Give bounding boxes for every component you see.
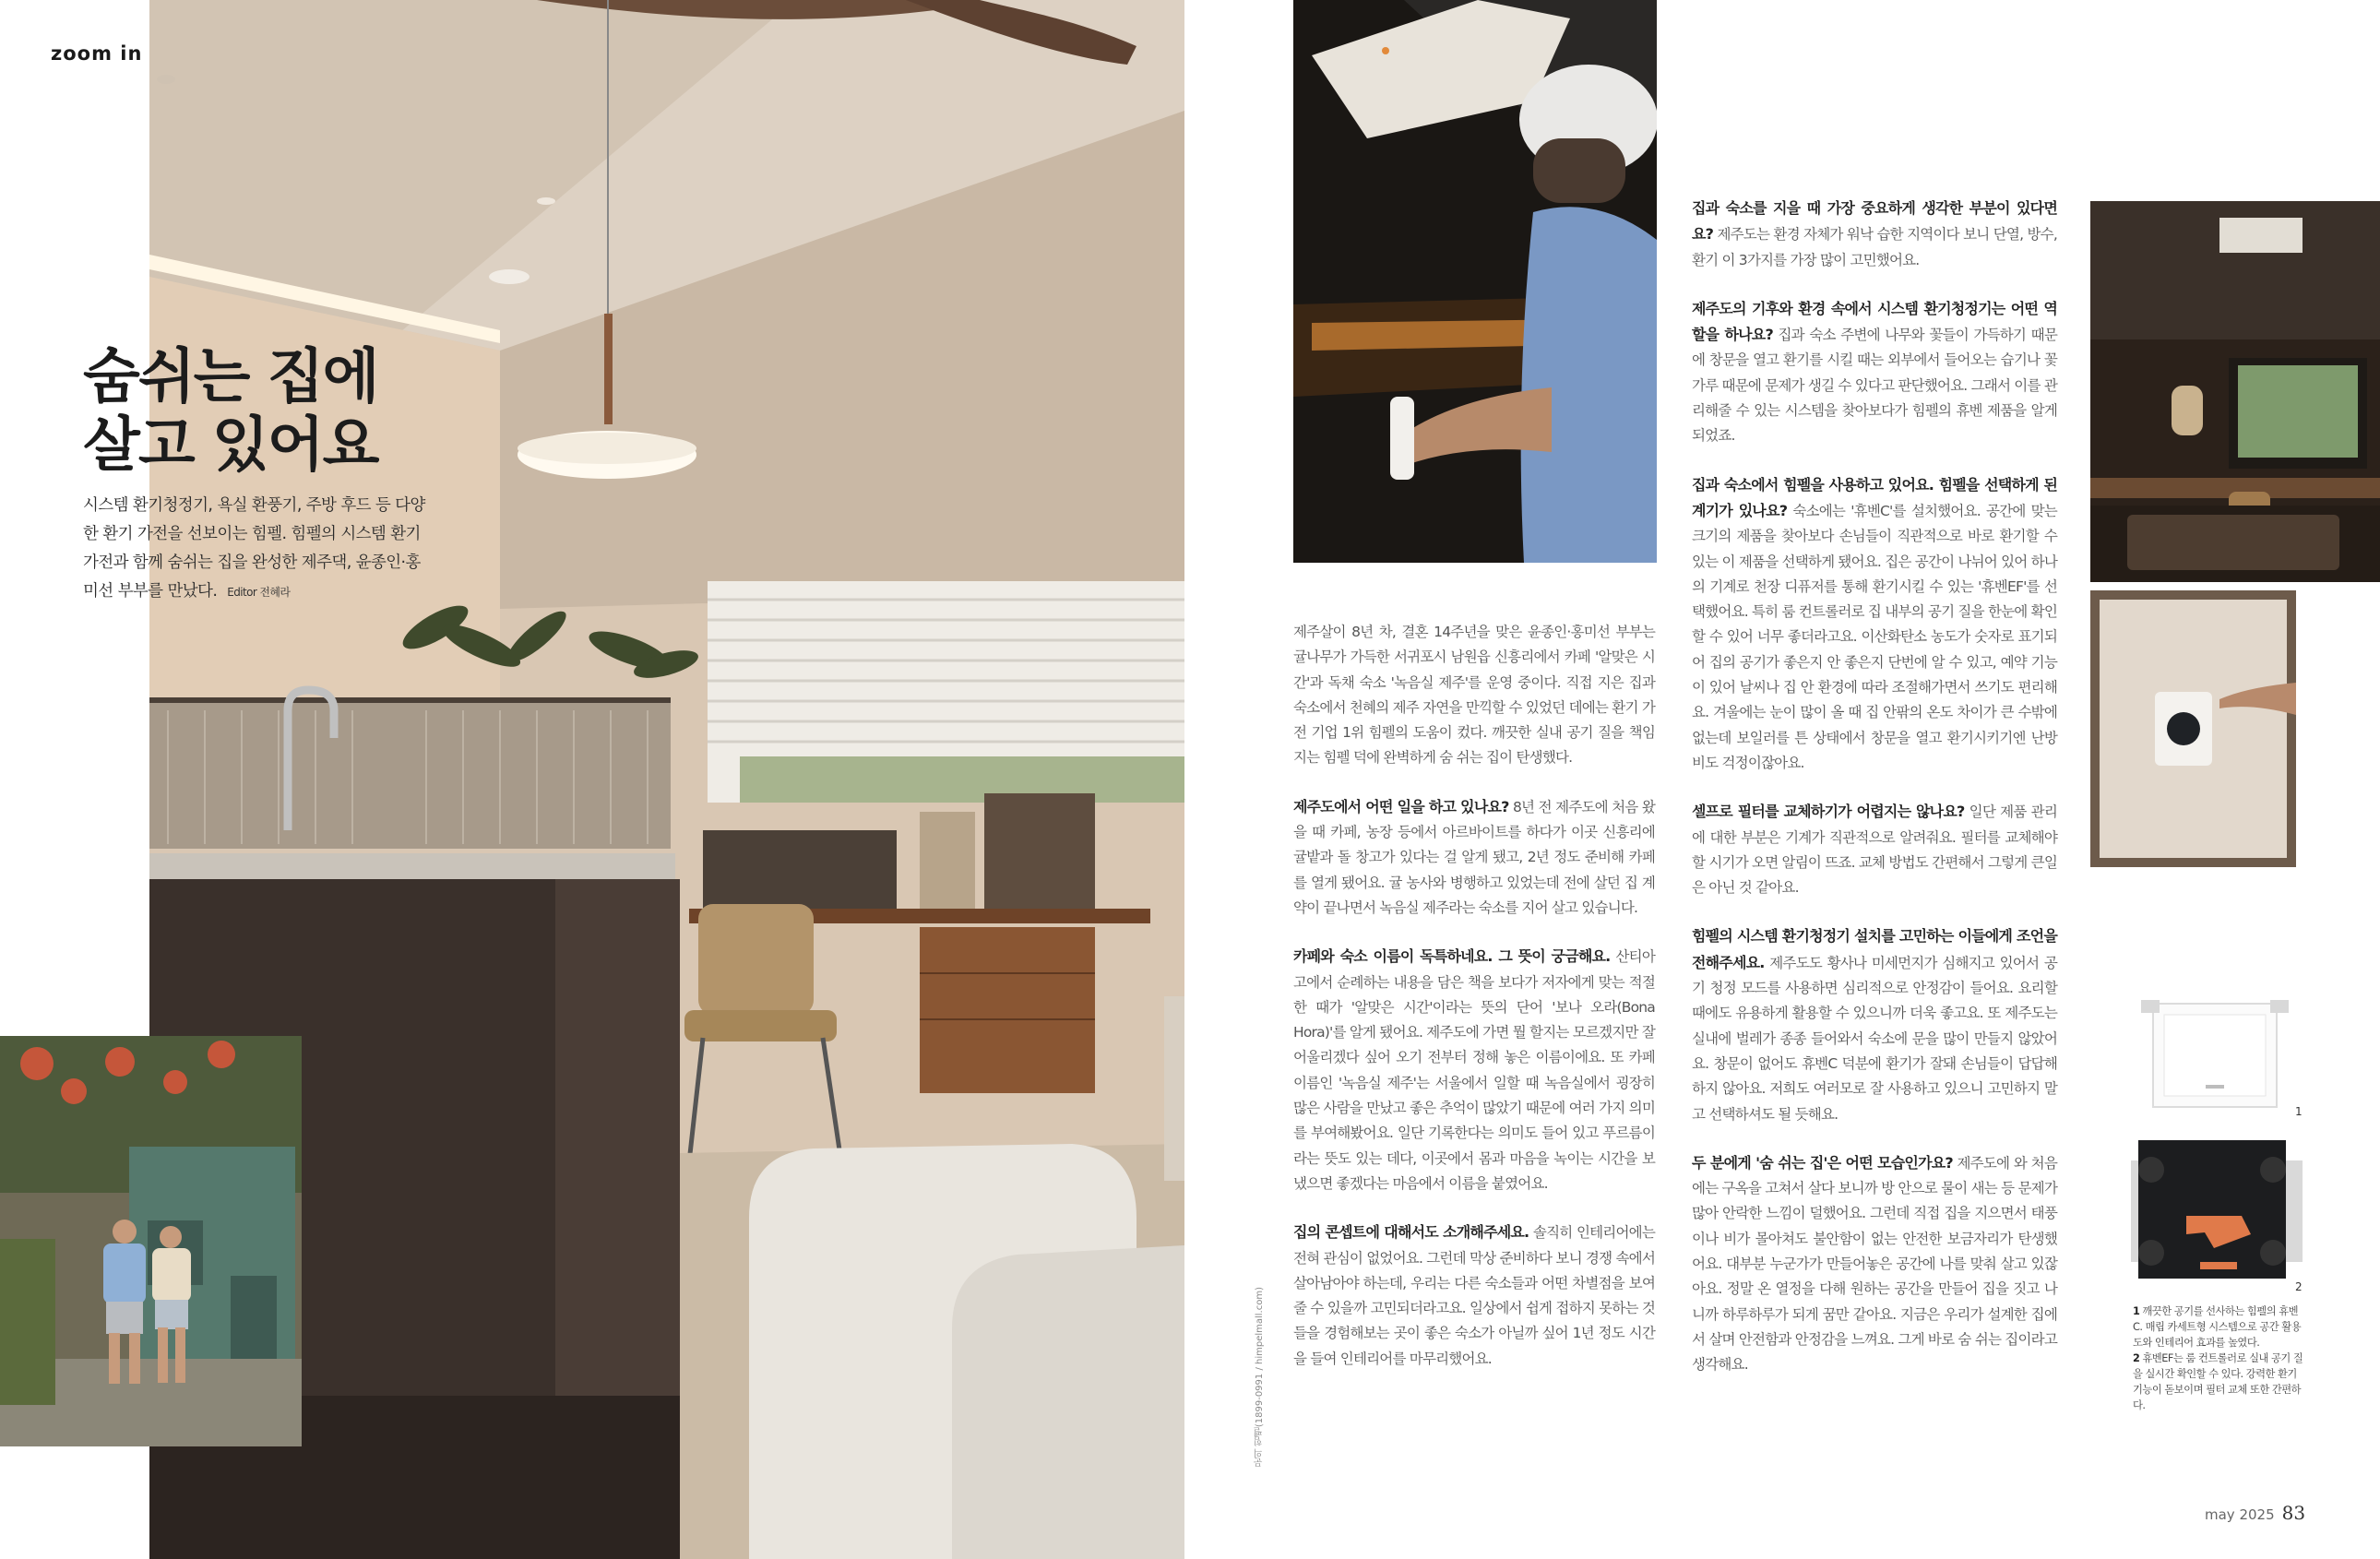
- product-huvent-c-image: [2136, 996, 2303, 1124]
- lede-paragraph: [83, 492, 434, 607]
- qa-item: [1293, 944, 1655, 1196]
- ventilator-operation-photo: [1293, 0, 1657, 563]
- guesthouse-room-photo: [2090, 201, 2380, 582]
- qa-question: 셀프로 필터를 교체하기가 어렵지는 않나요?: [1692, 803, 1965, 821]
- qa-answer: 제주도에 와 처음에는 구옥을 고쳐서 살다 보니까 방 안으로 물이 새는 등 문제가 많아 안락한 느낌이 덜했어요. 그런데 직접 집을 지으면서 태풍이나 비가 몰아쳐도 불안함이 없는 안전한 보금자리가 탄생했어요. 대부분 누군가가 만들어놓은 공간에 나를 맞춰 살고 있잖아요. 정말 온 열정을 다해 원하는 공간을 만들어 집을 짓고 나니까 하루하루가 되게 꿈만 같아요. 지금은 우리가 설계한 집에서 살며 안전함과 안정감을 느껴요. 그게 바로 숨 쉬는 집이라고 생각해요.: [1692, 1154, 2057, 1374]
- qa-question: 카페와 숙소 이름이 독특하네요. 그 뜻이 궁금해요.: [1293, 947, 1611, 966]
- qa-question: 두 분에게 '숨 쉬는 집'은 어떤 모습인가요?: [1692, 1153, 1953, 1172]
- qa-item: [1692, 799, 2057, 900]
- editor-credit: Editor 전혜라: [227, 586, 291, 599]
- product-number-2: 2: [2295, 1280, 2303, 1293]
- qa-answer: 솔직히 인테리어에는 전혀 관심이 없었어요. 그런데 막상 준비하다 보니 경쟁 속에서 살아남아야 하는데, 우리는 다른 숙소들과 어떤 차별점을 보여줄 수 있을까 고민되더라고요. 일상에서 쉽게 접하지 못하는 것들을 경험해보는 곳이 좋은 숙소가 아닐까 싶어 1년 정도 시간을 들여 인테리어를 마무리했어요.: [1293, 1224, 1655, 1367]
- qa-question: 제주도의 기후와 환경 속에서 시스템 환기청정기는 어떤 역할을 하나요?: [1692, 299, 2057, 344]
- qa-question: 제주도에서 어떤 일을 하고 있나요?: [1293, 797, 1509, 815]
- qa-item: [1692, 296, 2057, 449]
- headline-line-1: 숨쉬는 집에: [83, 343, 378, 411]
- headline: [83, 343, 470, 480]
- qa-item: [1692, 196, 2057, 273]
- room-controller-photo: [2090, 590, 2296, 867]
- qa-question: 집과 숙소에서 힘펠을 사용하고 있어요. 힘펠을 선택하게 된 계기가 있나요?: [1692, 475, 2057, 519]
- qa-question: 힘펠의 시스템 환기청정기 설치를 고민하는 이들에게 조언을 전해주세요.: [1692, 927, 2057, 971]
- couple-portrait-photo: [0, 1036, 302, 1446]
- qa-answer: 산티아고에서 순례하는 내용을 담은 책을 보다가 저자에게 맞는 적절한 때가 '알맞은 시간'이라는 뜻의 단어 '보나 오라(Bona Hora)'를 알게 됐어요. 제주도에 가면 뭘 할지는 모르겠지만 잘 어울리겠다 싶어 오기 전부터 정해 놓은 이름이에요. 또 카페 이름인 '녹음실 제주'는 서울에서 일할 때 녹음실에서 굉장히 많은 사람을 만났고 좋은 추억이 많았기 때문에 여러 가지 의미를 부여해봤어요. 일단 기록한다는 의미도 들어 있고 푸르름이라는 뜻도 있는 데다, 이곳에서 몸과 마음을 녹이는 시간을 보냈으면 좋겠다는 마음에서 이름을 붙였어요.: [1293, 948, 1655, 1192]
- qa-item: [1293, 1220, 1655, 1372]
- qa-answer: 집과 숙소 주변에 나무와 꽃들이 가득하기 때문에 창문을 열고 환기를 시킬 때는 외부에서 들어오는 습기나 꽃가루 때문에 문제가 생길 수 있다고 판단했어요. 그래서 이를 관리해줄 수 있는 시스템을 찾아보다가 힘펠의 휴벤 제품을 알게 되었죠.: [1692, 327, 2057, 445]
- product-caption: [2133, 1303, 2306, 1413]
- caption-item-1: 깨끗한 공기를 선사하는 힘펠의 휴벤C. 매립 카세트형 시스템으로 공간 활용도와 인테리어 효과를 높였다.: [2133, 1305, 2302, 1349]
- qa-answer: 일단 제품 관리에 대한 부분은 기계가 직관적으로 알려줘요. 필터를 교체해야 할 시기가 오면 알림이 뜨죠. 교체 방법도 간편해서 그렇게 큰일은 아닌 것 같아요.: [1692, 803, 2057, 897]
- article-column-2: [1692, 196, 2057, 1400]
- qa-question: 집의 콘셉트에 대해서도 소개해주세요.: [1293, 1223, 1529, 1242]
- section-label: zoom in: [51, 42, 143, 65]
- product-huvent-ef-image: [2131, 1133, 2303, 1293]
- inquiry-credit: 문의 힘펠(1899-0991 / himpelmall.com): [1255, 1287, 1265, 1468]
- article-column-1: [1293, 620, 1655, 1395]
- qa-answer: 숙소에는 '휴벤C'를 설치했어요. 공간에 맞는 크기의 제품을 찾아보다 손님들이 직관적으로 바로 환기할 수 있는 이 제품을 선택하게 됐어요. 집은 공간이 나뉘어 있어 하나의 기계로 천장 디퓨저를 통해 환기시킬 수 있는 '휴벤EF'를 선택했어요. 특히 룸 컨트롤러로 집 내부의 공기 질을 한눈에 확인할 수 있어 너무 좋더라고요. 이산화탄소 농도가 숫자로 표기되어 집의 공기가 좋은지 안 좋은지 단번에 알 수 있고, 예약 기능이 있어 날씨나 집 안 환경에 따라 조절해가면서 쓰기도 편리해요. 겨울에는 눈이 많이 올 때 집 안팎의 온도 차이가 큰 수밖에 없는데 보일러를 튼 상태에서 창문을 열고 환기시키기엔 난방비도 걱정이잖아요.: [1692, 502, 2057, 771]
- qa-item: [1692, 472, 2057, 777]
- hero-interior-photo: [149, 0, 1184, 1559]
- qa-answer: 제주도도 황사나 미세먼지가 심해지고 있어서 공기 청정 모드를 사용하면 심리적으로 안정감이 들어요. 요리할 때에도 유용하게 활용할 수 있으니까 더욱 좋고요. 또 제주도는 실내에 벌레가 종종 들어와서 숙소에 문을 많이 만들지 않았어요. 창문이 없어도 휴벤C 덕분에 환기가 잘돼 손님들이 답답해하지 않아요. 저희도 여러모로 잘 사용하고 있으니 고민하지 말고 선택하셔도 될 듯해요.: [1692, 954, 2057, 1123]
- qa-question: 집과 숙소를 지을 때 가장 중요하게 생각한 부분이 있다면요?: [1692, 199, 2057, 244]
- page-number: 83: [2281, 1502, 2306, 1524]
- caption-number-2: 2: [2133, 1352, 2140, 1364]
- article-intro: 제주살이 8년 차, 결혼 14주년을 맞은 윤종인·홍미선 부부는 귤나무가 가득한 서귀포시 남원읍 신흥리에서 카페 '알맞은 시간'과 독채 숙소 '녹음실 제주'를 운영 중이다. 직접 지은 집과 숙소에서 천혜의 제주 자연을 만끽할 수 있었던 데에는 환기 가전 기업 1위 힘펠의 도움이 컸다. 깨끗한 실내 공기 질을 책임지는 힘펠 덕에 완벽하게 숨 쉬는 집이 탄생했다.: [1293, 624, 1655, 767]
- product-number-1: 1: [2295, 1105, 2303, 1118]
- qa-item: [1692, 923, 2057, 1126]
- qa-answer: 제주도는 환경 자체가 워낙 습한 지역이다 보니 단열, 방수, 환기 이 3가지를 가장 많이 고민했어요.: [1692, 226, 2057, 268]
- page-folio: [2205, 1502, 2305, 1524]
- lede-text: 시스템 환기청정기, 욕실 환풍기, 주방 후드 등 다양한 환기 가전을 선보이는 힘펠. 힘펠의 시스템 환기 가전과 함께 숨쉬는 집을 완성한 제주댁, 윤종인·홍미선 부부를 만났다.: [83, 496, 425, 601]
- caption-number-1: 1: [2133, 1305, 2140, 1317]
- qa-item: [1692, 1150, 2057, 1378]
- qa-answer: 8년 전 제주도에 처음 왔을 때 카페, 농장 등에서 아르바이트를 하다가 이곳 신흥리에 귤밭과 돌 창고가 있다는 걸 알게 됐고, 2년 정도 준비해 카페를 열게 됐어요. 귤 농사와 병행하고 있었는데 전에 살던 집 계약이 끝나면서 녹음실 제주라는 숙소를 지어 살고 있습니다.: [1293, 798, 1655, 916]
- headline-line-2: 살고 있어요: [83, 411, 378, 480]
- caption-item-2: 휴벤EF는 룸 컨트롤러로 실내 공기 질을 실시간 확인할 수 있다. 강력한 환기 기능이 돋보이며 필터 교체 또한 간편하다.: [2133, 1352, 2303, 1411]
- qa-item: [1293, 794, 1655, 921]
- folio-month: may 2025: [2205, 1506, 2275, 1523]
